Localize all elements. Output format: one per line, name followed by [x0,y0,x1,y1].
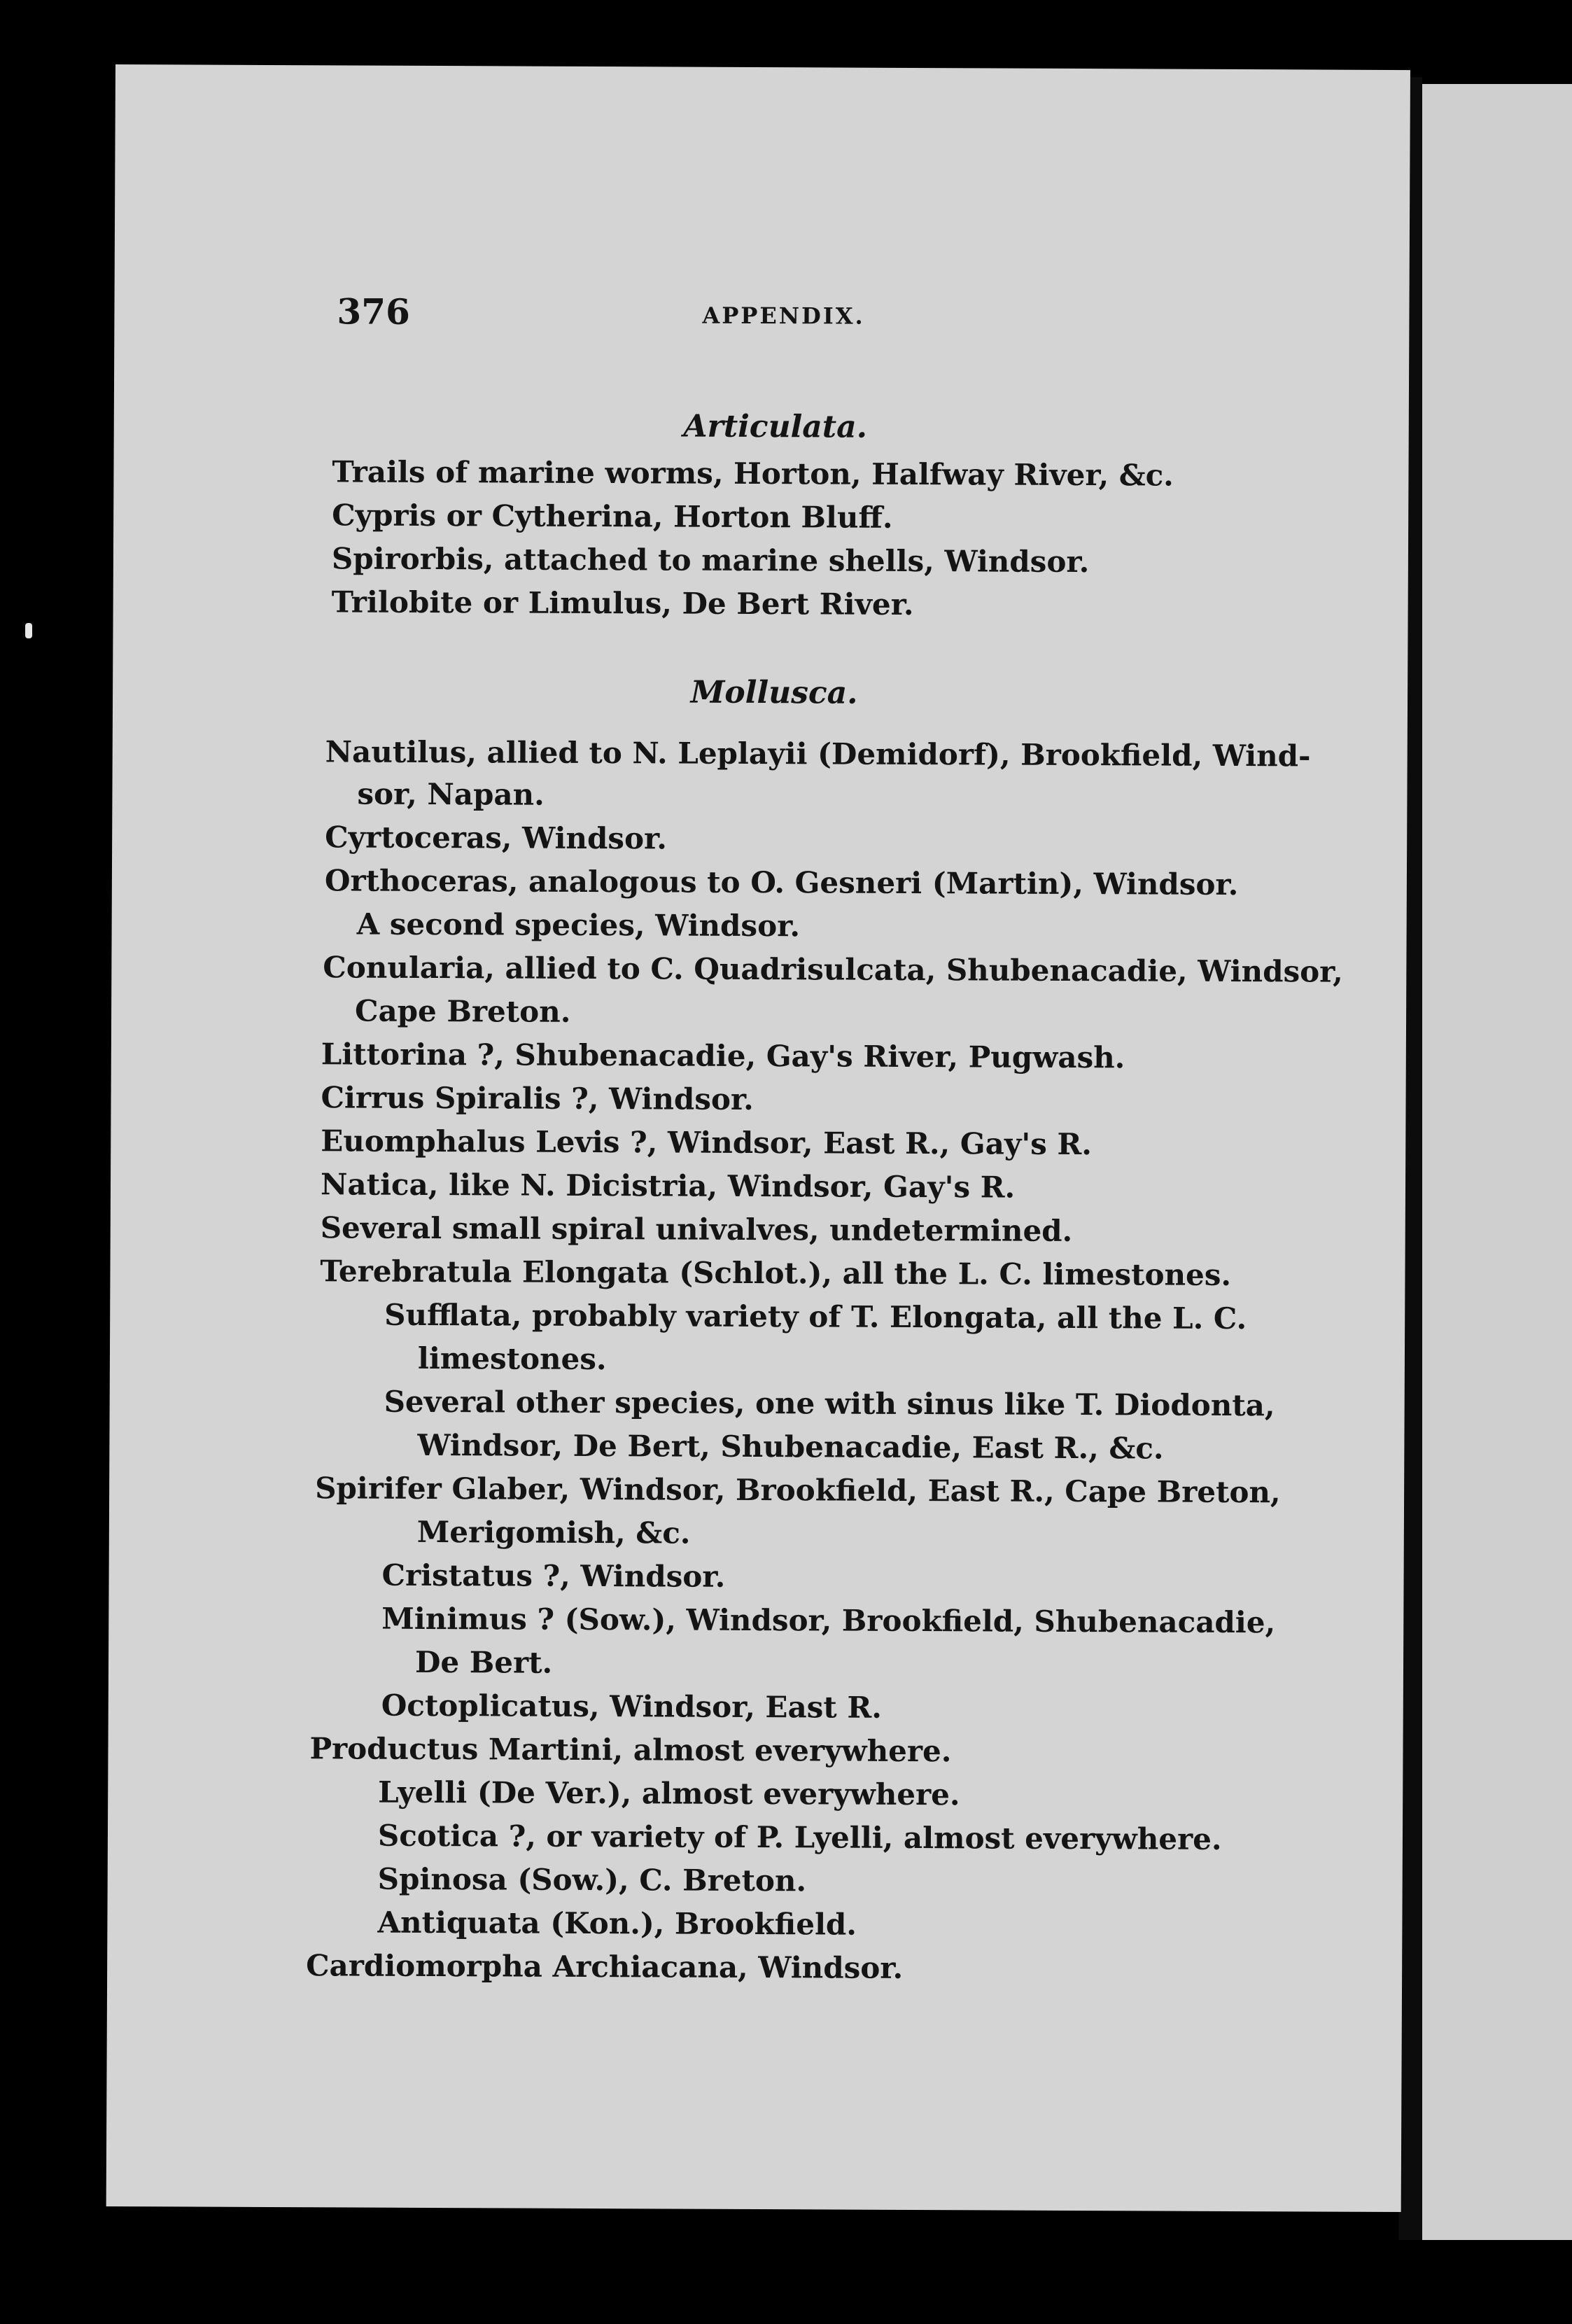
text-line: Conularia, allied to C. Quadrisulcata, Shubenacadie, Windsor, [323,950,1343,989]
text-line: Lyelli (De Ver.), almost everywhere. [378,1774,960,1812]
text-line: Spirorbis, attached to marine shells, Windsor. [331,541,1090,580]
text-line: Several small spiral univalves, undetermined. [320,1210,1073,1248]
text-line: Spinosa (Sow.), C. Breton. [377,1861,807,1898]
section-title-mollusca: Mollusca. [690,674,858,711]
text-line: Cyrtoceras, Windsor. [325,820,668,856]
text-line: Cape Breton. [354,993,571,1029]
section-title-articulata: Articulata. [683,408,868,445]
text-line: Productus Martini, almost everywhere. [309,1731,952,1769]
text-line: A second species, Windsor. [356,906,801,944]
text-line: Euomphalus Levis ?, Windsor, East R., Gay's R. [321,1124,1093,1162]
text-line: Cardiomorpha Archiacana, Windsor. [306,1948,904,1985]
text-line: Cristatus ?, Windsor. [381,1558,726,1594]
text-line: Cirrus Spiralis ?, Windsor. [321,1080,754,1116]
text-line: sor, Napan. [357,776,545,812]
text-line: limestones. [417,1340,607,1377]
text-line: Windsor, De Bert, Shubenacadie, East R., &c. [417,1427,1164,1466]
text-line: Orthoceras, analogous to O. Gesneri (Martin), Windsor. [324,863,1239,902]
text-line: Several other species, one with sinus like T. Diodonta, [384,1384,1275,1423]
running-head: APPENDIX. [702,302,865,330]
text-line: Merigomish, &c. [416,1514,691,1550]
text-line: Sufflata, probably variety of T. Elongata, all the L. C. [384,1297,1247,1336]
text-line: Natica, like N. Dicistria, Windsor, Gay's R. [320,1167,1016,1205]
text-line: Spirifer Glaber, Windsor, Brookfield, East R., Cape Breton, [315,1471,1281,1510]
text-line: Minimus ? (Sow.), Windsor, Brookfield, Shubenacadie, [381,1601,1276,1640]
text-line: Nautilus, allied to N. Leplayii (Demidorf), Brookfield, Wind- [325,734,1311,774]
text-line: Cypris or Cytherina, Horton Bluff. [332,498,893,535]
book-page [106,64,1410,2212]
text-line: Littorina ?, Shubenacadie, Gay's River, Pugwash. [321,1037,1125,1075]
text-line: Antiquata (Kon.), Brookfield. [377,1905,857,1942]
text-line: Scotica ?, or variety of P. Lyelli, almost everywhere. [377,1818,1222,1856]
page-content [106,64,1410,2212]
text-line: Trails of marine worms, Horton, Halfway River, &c. [332,454,1174,493]
scan-speck [25,623,32,638]
page-header [114,290,1409,344]
adjacent-page [1422,84,1572,2240]
text-line: Trilobite or Limulus, De Bert River. [331,584,914,622]
page-number: 376 [337,290,410,332]
text-line: De Bert. [414,1644,553,1680]
text-line: Octoplicatus, Windsor, East R. [381,1688,883,1725]
text-line: Terebratula Elongata (Schlot.), all the L. C. limestones. [320,1254,1232,1292]
